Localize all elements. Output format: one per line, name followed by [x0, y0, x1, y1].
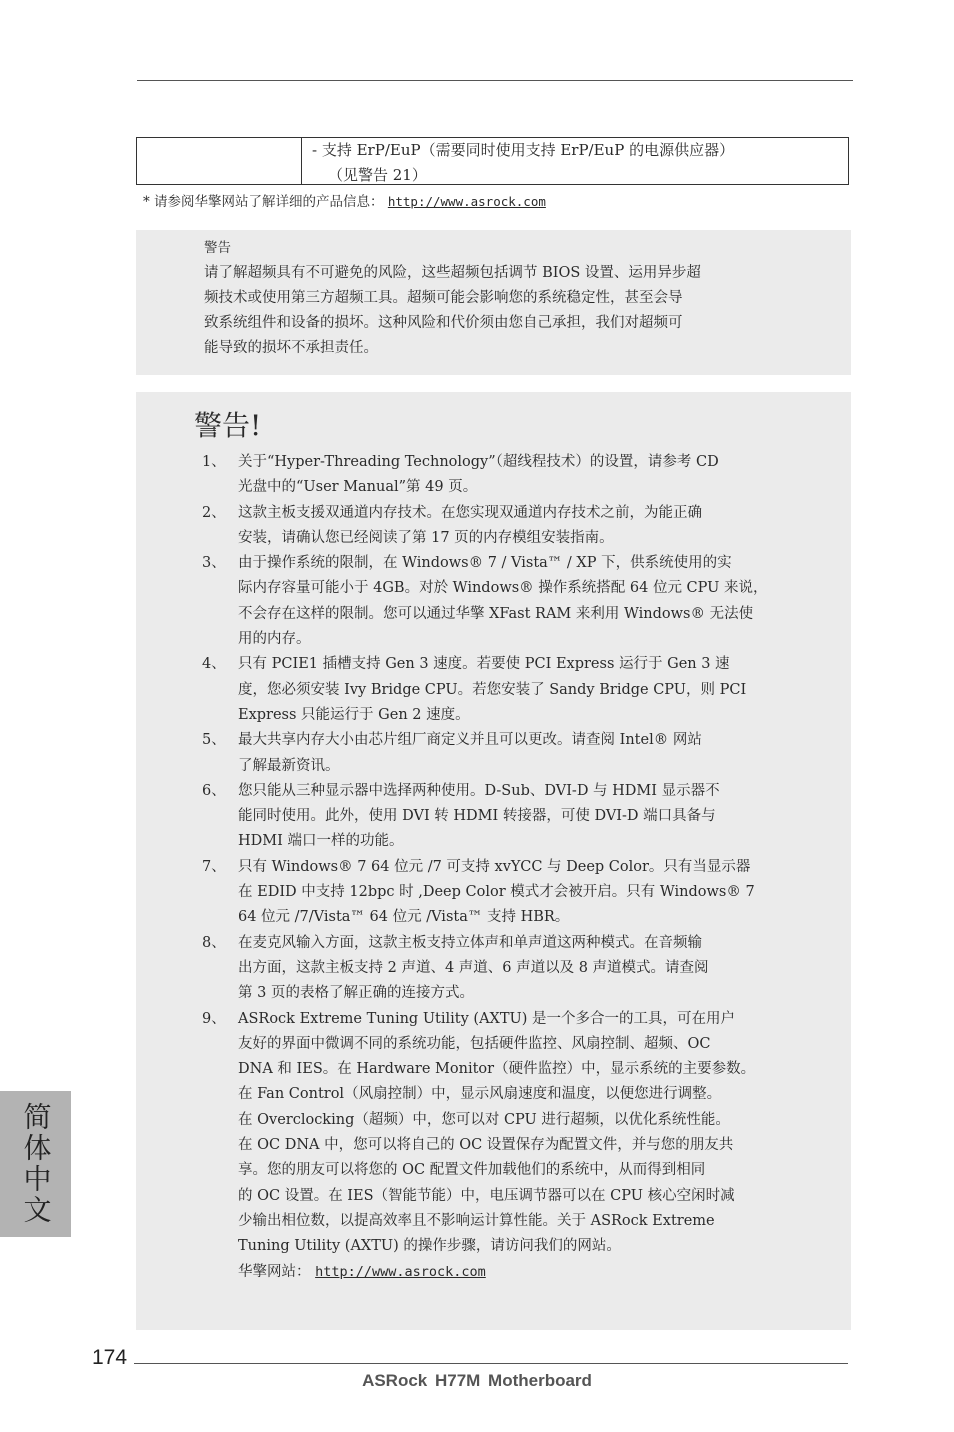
warning-line: Tuning Utility (AXTU) 的操作步骤，请访问我们的网站。: [238, 1238, 621, 1255]
footer-rule: [134, 1363, 848, 1364]
language-tab-label: 简体中文: [19, 1102, 53, 1226]
warning-line: 不会存在这样的限制。您可以通过华擎 XFast RAM 来利用 Windows® 无法使: [238, 605, 754, 622]
language-side-tab: [0, 1091, 71, 1237]
warning-number: 8、: [202, 934, 226, 951]
warning-item: [202, 501, 792, 552]
warning-number: 3、: [202, 555, 226, 572]
warning-line: 了解最新资讯。: [238, 757, 340, 774]
footnote-link[interactable]: http://www.asrock.com: [387, 194, 546, 209]
warning-item: [202, 652, 792, 728]
warning-line: 度，您必须安装 Ivy Bridge CPU。若您安装了 Sandy Bridge CPU，则 PCI: [238, 681, 747, 698]
website-line: [202, 1260, 792, 1285]
header-rule: [137, 80, 853, 81]
warning-line: HDMI 端口一样的功能。: [238, 833, 404, 850]
warning-line: 这款主板支援双通道内存技术。在您实现双通道内存技术之前，为能正确: [238, 504, 702, 521]
warning-number: 4、: [202, 656, 226, 673]
warning-line: DNA 和 IES。在 Hardware Monitor（硬件监控）中，显示系统的主要参数。: [238, 1061, 756, 1078]
warning-item: [202, 551, 792, 652]
spec-table: [136, 137, 849, 185]
warning-number: 9、: [202, 1010, 226, 1027]
warning-number: 2、: [202, 504, 226, 521]
footer-title: ASRock H77M Motherboard: [362, 1371, 592, 1390]
warning-item: [202, 450, 792, 501]
warnings-title: 警告!: [194, 409, 262, 442]
footnote: [143, 191, 546, 213]
warning-number: 6、: [202, 782, 226, 799]
warning-line: 在 EDID 中支持 12bpc 时 ,Deep Color 模式才会被开启。只有 Windows® 7: [238, 884, 755, 901]
page-number: 174: [92, 1346, 128, 1369]
warning-line: 由于操作系统的限制，在 Windows® 7 / Vista™ / XP 下，供系统使用的实: [238, 555, 732, 572]
warning-item: [202, 728, 792, 779]
warning-item: [202, 779, 792, 855]
spec-table-label-cell: [137, 138, 302, 184]
warning-line: 际内存容量可能小于 4GB。对於 Windows® 操作系统搭配 64 位元 CPU 来说，: [238, 580, 768, 597]
warning-line: 光盘中的“User Manual”第 49 页。: [238, 479, 478, 496]
spec-line: （见警告 21）: [328, 166, 427, 184]
warning-line: 少输出相位数，以提高效率且不影响运计算性能。关于 ASRock Extreme: [238, 1212, 715, 1229]
warning-line: ASRock Extreme Tuning Utility (AXTU) 是一个多合一的工具，可在用户: [238, 1010, 736, 1027]
warning-line: 关于“Hyper-Threading Technology”（超线程技术）的设置，请参考 CD: [238, 454, 719, 470]
caution-box: [136, 230, 851, 375]
warning-item: [202, 1007, 792, 1260]
warning-line: 能同时使用。此外，使用 DVI 转 HDMI 转接器，可使 DVI-D 端口具备与: [238, 808, 716, 825]
caution-line: 请了解超频具有不可避免的风险，这些超频包括调节 BIOS 设置、运用异步超: [204, 265, 701, 281]
warning-item: [202, 931, 792, 1007]
warning-line: 在 Fan Control（风扇控制）中，显示风扇速度和温度，以便您进行调整。: [238, 1086, 722, 1103]
spec-table-value-cell: [302, 138, 848, 184]
warning-item: [202, 855, 792, 931]
warning-line: 只有 PCIE1 插槽支持 Gen 3 速度。若要使 PCI Express 运行于 Gen 3 速: [238, 656, 730, 673]
footnote-text: * 请参阅华擎网站了解详细的产品信息：: [143, 194, 384, 210]
warning-line: 第 3 页的表格了解正确的连接方式。: [238, 985, 474, 1002]
caution-title: 警告: [204, 240, 231, 256]
warning-line: 在麦克风输入方面，这款主板支持立体声和单声道这两种模式。在音频输: [238, 934, 702, 951]
warning-number: 7、: [202, 858, 226, 875]
warning-line: 的 OC 设置。在 IES（智能节能）中，电压调节器可以在 CPU 核心空闲时减: [238, 1187, 735, 1204]
warning-line: 您只能从三种显示器中选择两种使用。D-Sub、DVI-D 与 HDMI 显示器不: [238, 782, 720, 799]
website-link[interactable]: http://www.asrock.com: [315, 1263, 486, 1280]
warning-line: 只有 Windows® 7 64 位元 /7 可支持 xvYCC 与 Deep Color。只有当显示器: [238, 858, 751, 875]
caution-body: [204, 261, 784, 361]
warning-line: 最大共享内存大小由芯片组厂商定义并且可以更改。请查阅 Intel® 网站: [238, 732, 702, 749]
warning-line: 64 位元 /7/Vista™ 64 位元 /Vista™ 支持 HBR。: [238, 909, 570, 926]
warning-line: 出方面，这款主板支持 2 声道、4 声道、6 声道以及 8 声道模式。请查阅: [238, 959, 709, 976]
warnings-box: [136, 392, 851, 1330]
warning-number: 1、: [202, 454, 226, 470]
warning-line: 在 OC DNA 中，您可以将自己的 OC 设置保存为配置文件，并与您的朋友共: [238, 1137, 734, 1154]
warning-line: 友好的界面中微调不同的系统功能，包括硬件监控、风扇控制、超频、OC: [238, 1035, 711, 1052]
warning-line: 在 Overclocking（超频）中，您可以对 CPU 进行超频，以优化系统性能。: [238, 1111, 730, 1128]
warning-line: 安装，请确认您已经阅读了第 17 页的内存模组安装指南。: [238, 529, 614, 546]
caution-line: 频技术或使用第三方超频工具。超频可能会影响您的系统稳定性，甚至会导: [204, 290, 683, 306]
warning-line: 用的内存。: [238, 631, 311, 648]
warning-number: 5、: [202, 732, 226, 749]
warnings-list: [202, 450, 792, 1285]
caution-line: 能导致的损坏不承担责任。: [204, 340, 378, 356]
spec-line: - 支持 ErP/EuP（需要同时使用支持 ErP/EuP 的电源供应器）: [312, 141, 735, 159]
website-label: 华擎网站：: [238, 1263, 311, 1280]
warning-line: 享。您的朋友可以将您的 OC 配置文件加载他们的系统中，从而得到相同: [238, 1162, 706, 1179]
caution-line: 致系统组件和设备的损坏。这种风险和代价须由您自己承担，我们对超频可: [204, 315, 683, 331]
warning-line: Express 只能运行于 Gen 2 速度。: [238, 706, 470, 723]
